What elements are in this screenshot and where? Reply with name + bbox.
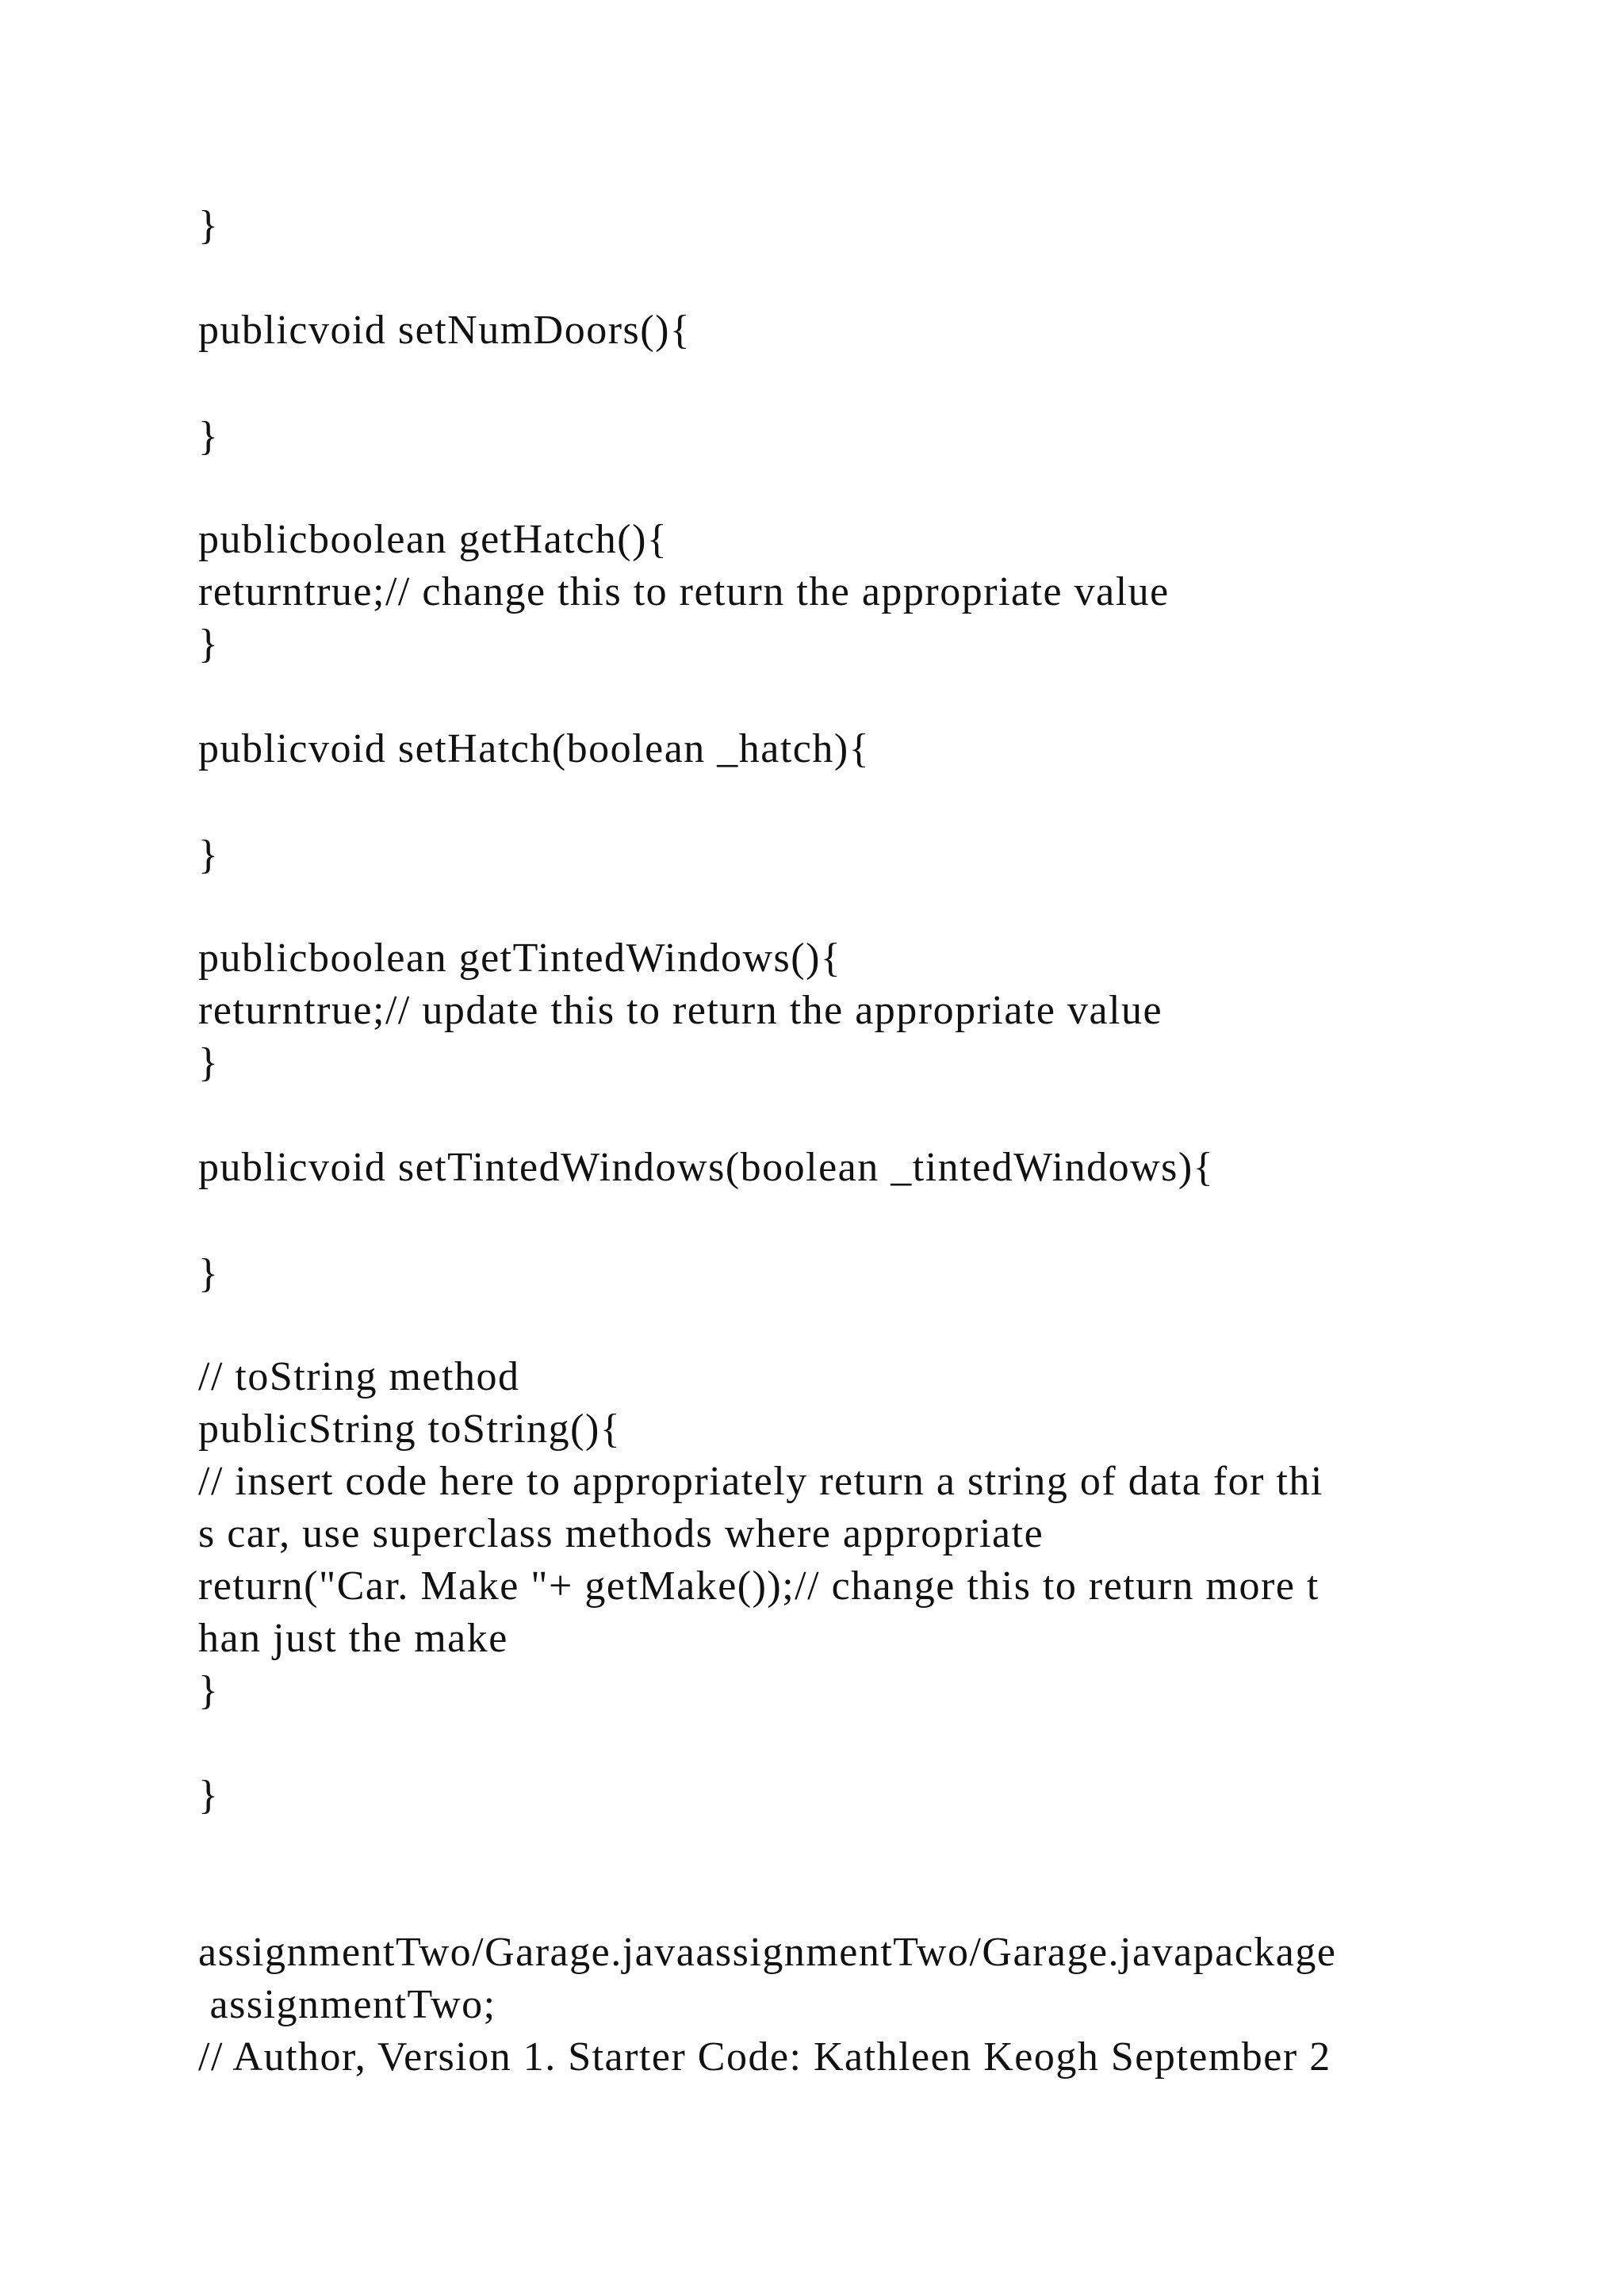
code-comment-line: // toString method xyxy=(198,1354,520,1399)
code-line: publicboolean getTintedWindows(){ xyxy=(198,936,842,981)
code-line: assignmentTwo; xyxy=(198,1982,496,2027)
code-line: } xyxy=(198,1040,220,1085)
code-line: } xyxy=(198,622,220,667)
code-line: } xyxy=(198,1773,220,1818)
code-line: publicvoid setNumDoors(){ xyxy=(198,308,691,353)
code-line: } xyxy=(198,1251,220,1296)
code-line: publicvoid setHatch(boolean _hatch){ xyxy=(198,726,871,771)
code-line: } xyxy=(198,832,220,878)
code-line: return("Car. Make "+ getMake());// change this to return more t xyxy=(198,1563,1320,1609)
code-line: returntrue;// update this to return the appropriate value xyxy=(198,988,1163,1033)
code-line: } xyxy=(198,414,220,459)
code-comment-line: // Author, Version 1. Starter Code: Kathleen Keogh September 2 xyxy=(198,2034,1331,2080)
code-comment-line: // insert code here to appropriately return a string of data for thi xyxy=(198,1459,1323,1504)
code-line: returntrue;// change this to return the appropriate value xyxy=(198,569,1170,614)
code-line: publicString toString(){ xyxy=(198,1406,622,1452)
code-comment-line: s car, use superclass methods where appropriate xyxy=(198,1511,1044,1556)
code-line: han just the make xyxy=(198,1616,508,1661)
file-header-line: assignmentTwo/Garage.javaassignmentTwo/Garage.javapackage xyxy=(198,1930,1337,1975)
code-line: } xyxy=(198,203,220,248)
code-line: publicvoid setTintedWindows(boolean _tintedWindows){ xyxy=(198,1145,1215,1190)
code-line: } xyxy=(198,1668,220,1713)
code-line: publicboolean getHatch(){ xyxy=(198,517,668,562)
